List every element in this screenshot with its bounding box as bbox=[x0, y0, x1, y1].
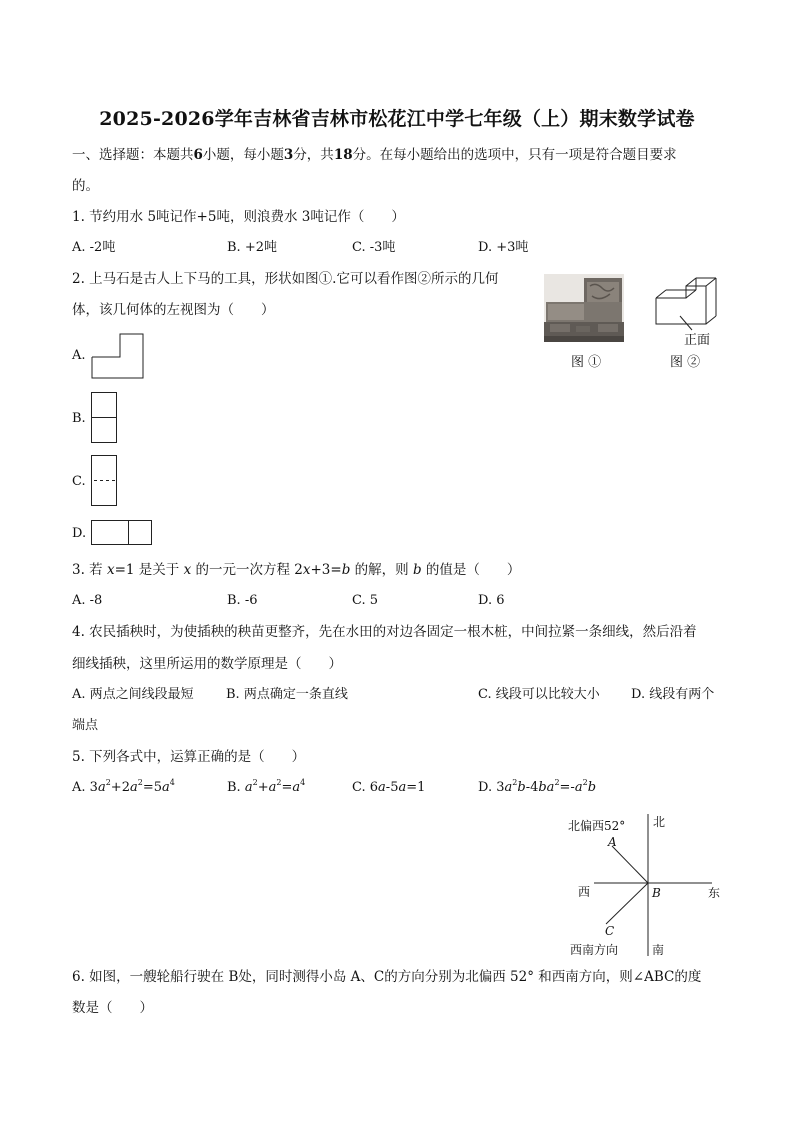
q2-option-c-shape bbox=[91, 455, 118, 506]
q4-option-a: A. 两点之间线段最短 bbox=[72, 687, 194, 702]
q2-option-a-shape bbox=[91, 333, 145, 379]
question-2-stem-line2: 体，该几何体的左视图为（ ） bbox=[72, 302, 275, 318]
front-label: 正面 bbox=[684, 333, 711, 348]
label-a-direction: 北偏西52° bbox=[568, 819, 626, 833]
label-north: 北 bbox=[653, 815, 666, 829]
q5-option-a: A. $3a^2+2a^2=5a^4$ bbox=[72, 778, 175, 795]
question-5-stem: 5. 下列各式中，运算正确的是（ ） bbox=[72, 749, 306, 765]
q5-option-c: C. 6a-5a=1 bbox=[352, 780, 426, 795]
section-count: 6 bbox=[193, 147, 203, 163]
q5-option-b: B. $a^2+a^2=a^4$ bbox=[227, 778, 306, 795]
mounting-stone-photo bbox=[544, 274, 624, 342]
section-score-each: 3 bbox=[283, 147, 294, 163]
q1-option-b: B. +2吨 bbox=[227, 240, 277, 255]
section-score-total: 18 bbox=[333, 147, 353, 163]
q2-option-c-letter: C. bbox=[72, 474, 86, 489]
section-text: 分，共 bbox=[293, 147, 334, 163]
label-point-a: A bbox=[608, 835, 617, 849]
q2-option-a-letter: A. bbox=[72, 348, 86, 363]
label-c-direction: 西南方向 bbox=[570, 943, 619, 957]
question-2-stem-line1: 2. 上马石是古人上下马的工具，形状如图①.它可以看作图②所示的几何 bbox=[72, 271, 499, 287]
compass-diagram bbox=[560, 810, 730, 960]
question-4-stem-line1: 4. 农民插秧时，为使插秧的秧苗更整齐，先在水田的对边各固定一根木桩，中间拉紧一条细线，然后沿着 bbox=[72, 624, 697, 640]
section-header-cont: 的。 bbox=[72, 178, 99, 194]
q3-option-a: A. -8 bbox=[72, 593, 103, 608]
question-6-stem-line1: 6. 如图，一艘轮船行驶在 B处，同时测得小岛 A、C的方向分别为北偏西 52° 和西南方向，则∠ABC的度 bbox=[72, 969, 702, 985]
q1-option-a: A. -2吨 bbox=[72, 240, 116, 255]
section-text: 分。在每小题给出的选项中，只有一项是符合题目要求 bbox=[352, 147, 677, 163]
question-1-stem: 1. 节约用水 5吨记作+5吨，则浪费水 3吨记作（ ） bbox=[72, 209, 405, 225]
section-text: 一、选择题：本题共 bbox=[72, 147, 194, 163]
question-6-stem-line2: 数是（ ） bbox=[72, 1000, 153, 1016]
q2-option-d-letter: D. bbox=[72, 526, 87, 541]
q1-option-d: D. +3吨 bbox=[478, 240, 529, 255]
label-point-b: B bbox=[652, 886, 661, 900]
q4-option-c: C. 线段可以比较大小 bbox=[478, 687, 600, 702]
figure-1-caption: 图 ① bbox=[571, 355, 602, 370]
ray-ba bbox=[612, 846, 648, 883]
q1-option-c: C. -3吨 bbox=[352, 240, 396, 255]
section-text: 小题，每小题 bbox=[202, 147, 284, 163]
q2-option-d-shape bbox=[91, 520, 153, 546]
question-4-stem-line2: 细线插秧，这里所运用的数学原理是（ ） bbox=[72, 656, 342, 672]
label-point-c: C bbox=[605, 924, 615, 938]
q5-option-d: D. $3a^2b-4ba^2=-a^2b$ bbox=[478, 778, 597, 795]
label-west: 西 bbox=[578, 885, 591, 899]
q3-option-d: D. 6 bbox=[478, 593, 505, 608]
label-east: 东 bbox=[708, 886, 721, 900]
question-3-stem: 3. 若 x=1 是关于 x 的一元一次方程 2x+3=b 的解，则 b 的值是（ ） bbox=[72, 562, 521, 578]
label-south: 南 bbox=[652, 943, 665, 957]
q2-option-b-shape bbox=[91, 392, 118, 443]
q2-option-b-letter: B. bbox=[72, 411, 86, 426]
section-header bbox=[72, 145, 677, 165]
q4-option-d-cont: 端点 bbox=[72, 718, 99, 733]
figure-2-caption: 图 ② bbox=[670, 355, 701, 370]
q4-option-b: B. 两点确定一条直线 bbox=[226, 687, 348, 702]
page-title: 2025-2026学年吉林省吉林市松花江中学七年级（上）期末数学试卷 bbox=[99, 108, 695, 130]
q4-option-d: D. 线段有两个 bbox=[631, 687, 715, 702]
q3-option-c: C. 5 bbox=[352, 593, 379, 608]
q3-option-b: B. -6 bbox=[227, 593, 258, 608]
ray-bc bbox=[606, 883, 648, 924]
